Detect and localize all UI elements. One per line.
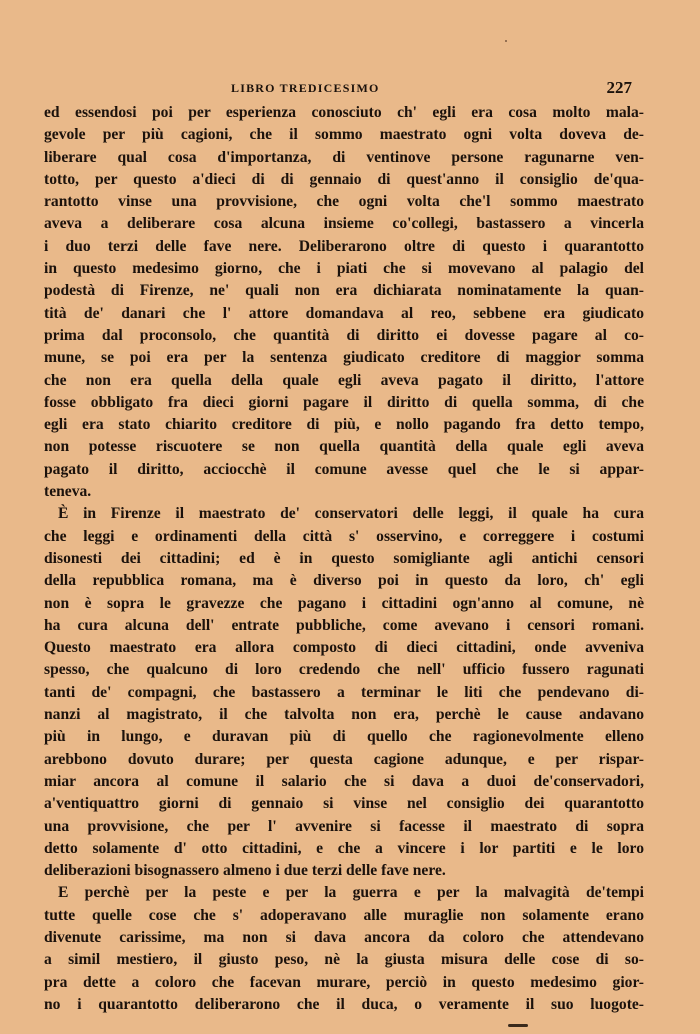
text-line: non potesse riscuotere se non quella quantità della quale egli aveva — [44, 438, 644, 456]
text-line: in questo medesimo giorno, che i piati che si movevano al palagio del — [44, 260, 644, 278]
paragraph-end-line: teneva. — [44, 483, 92, 501]
text-line: a simil mestiero, il giusto peso, nè la giusta misura delle cose di so- — [44, 951, 644, 969]
ink-mark — [508, 1024, 528, 1027]
text-line: prima dal proconsolo, che quantità di diritto ei dovesse pagare al co- — [44, 326, 644, 344]
text-line: rantotto vinse una provvisione, che ogni volta che'l sommo maestrato — [44, 193, 644, 211]
text-line: totto, per questo a'dieci di di gennaio di quest'anno il consiglio de'qua- — [44, 170, 644, 188]
text-line: ed essendosi poi per esperienza conosciuto ch' egli era cosa molto mala- — [44, 104, 644, 121]
text-line: gevole per più cagioni, che il sommo maestrato ogni volta doveva de- — [44, 126, 644, 144]
text-line: non è sopra le gravezze che pagano i cittadini ogn'anno al comune, nè — [44, 594, 644, 612]
text-line: mune, se poi era per la sentenza giudicato creditore di maggior somma — [44, 349, 644, 367]
text-line: fosse obbligato fra dieci giorni pagare il diritto di quella somma, di che — [44, 393, 644, 411]
text-line: miar ancora al comune il salario che si dava a duoi de'conservadori, — [44, 772, 644, 790]
text-line: aveva a deliberare cosa alcuna insieme co'collegi, bastassero a vincerla — [44, 215, 644, 233]
text-line: tanti de' compagni, che bastassero a terminar le liti che pendevano di- — [44, 683, 644, 701]
text-line: egli era stato chiarito creditore di più, e nollo pagando fra detto tempo, — [44, 416, 644, 434]
text-line: no i quarantotto deliberarono che il duca, o veramente il suo luogote- — [44, 995, 644, 1013]
text-line: una provvisione, che per l' avvenire si facesse il maestrato di sopra — [44, 817, 644, 835]
page-header — [44, 78, 644, 100]
text-line: detto solamente d' otto cittadini, e che a vincere i lor partiti e le loro — [44, 839, 644, 857]
text-line: podestà di Firenze, ne' quali non era dichiarata nominatamente la quan- — [44, 282, 644, 300]
paragraph-end-line: deliberazioni bisognassero almeno i due terzi delle fave nere. — [44, 862, 446, 880]
text-line: che leggi e ordinamenti della città s' osservino, e correggere i costumi — [44, 527, 644, 545]
text-line: disonesti dei cittadini; ed è in questo somigliante agli antichi censori — [44, 549, 644, 567]
text-line: della repubblica romana, ma è diverso poi in questo da loro, ch' egli — [44, 572, 644, 590]
running-title: LIBRO TREDICESIMO — [231, 81, 380, 95]
page-number: 227 — [606, 78, 632, 97]
text-line: i duo terzi delle fave nere. Deliberarono oltre di questo i quarantotto — [44, 237, 644, 255]
text-line: a'ventiquattro giorni di gennaio si vinse nel consiglio dei quarantotto — [44, 795, 644, 813]
text-line: che non era quella della quale egli aveva pagato il diritto, l'attore — [44, 371, 644, 389]
text-line: più in lungo, e duravan più di quello che ragionevolmente elleno — [44, 728, 644, 746]
text-line: pagato il diritto, acciocchè il comune avesse quel che le si appar- — [44, 460, 644, 478]
text-line: arebbono dovuto durare; per questa cagione adunque, e per rispar- — [44, 750, 644, 768]
paper-speck — [505, 40, 507, 42]
text-line: liberare qual cosa d'importanza, di ventinove persone ragunarne ven- — [44, 148, 644, 166]
text-line: pra dette a coloro che facevan murare, perciò in questo medesimo gior- — [44, 973, 644, 991]
text-line: Questo maestrato era allora composto di dieci cittadini, onde avveniva — [44, 639, 644, 657]
body-text — [44, 102, 644, 1016]
text-line: tutte quelle cose che s' adoperavano alle muraglie non solamente erano — [44, 906, 644, 924]
paragraph-start-line: E perchè per la peste e per la guerra e per la malvagità de'tempi — [58, 884, 644, 902]
text-line: divenute carissime, ma non si dava ancora da coloro che attendevano — [44, 928, 644, 946]
text-line: spesso, che qualcuno di loro credendo che nell' ufficio fussero ragunati — [44, 661, 644, 679]
text-line: ha cura alcuna dell' entrate pubbliche, come avevano i censori romani. — [44, 616, 644, 634]
text-line: tità de' danari che l' attore domandava al reo, sebbene era giudicato — [44, 304, 644, 322]
text-line: nanzi al magistrato, il che talvolta non era, perchè le cause andavano — [44, 706, 644, 724]
paragraph-start-line: È in Firenze il maestrato de' conservatori delle leggi, il quale ha cura — [58, 505, 644, 523]
